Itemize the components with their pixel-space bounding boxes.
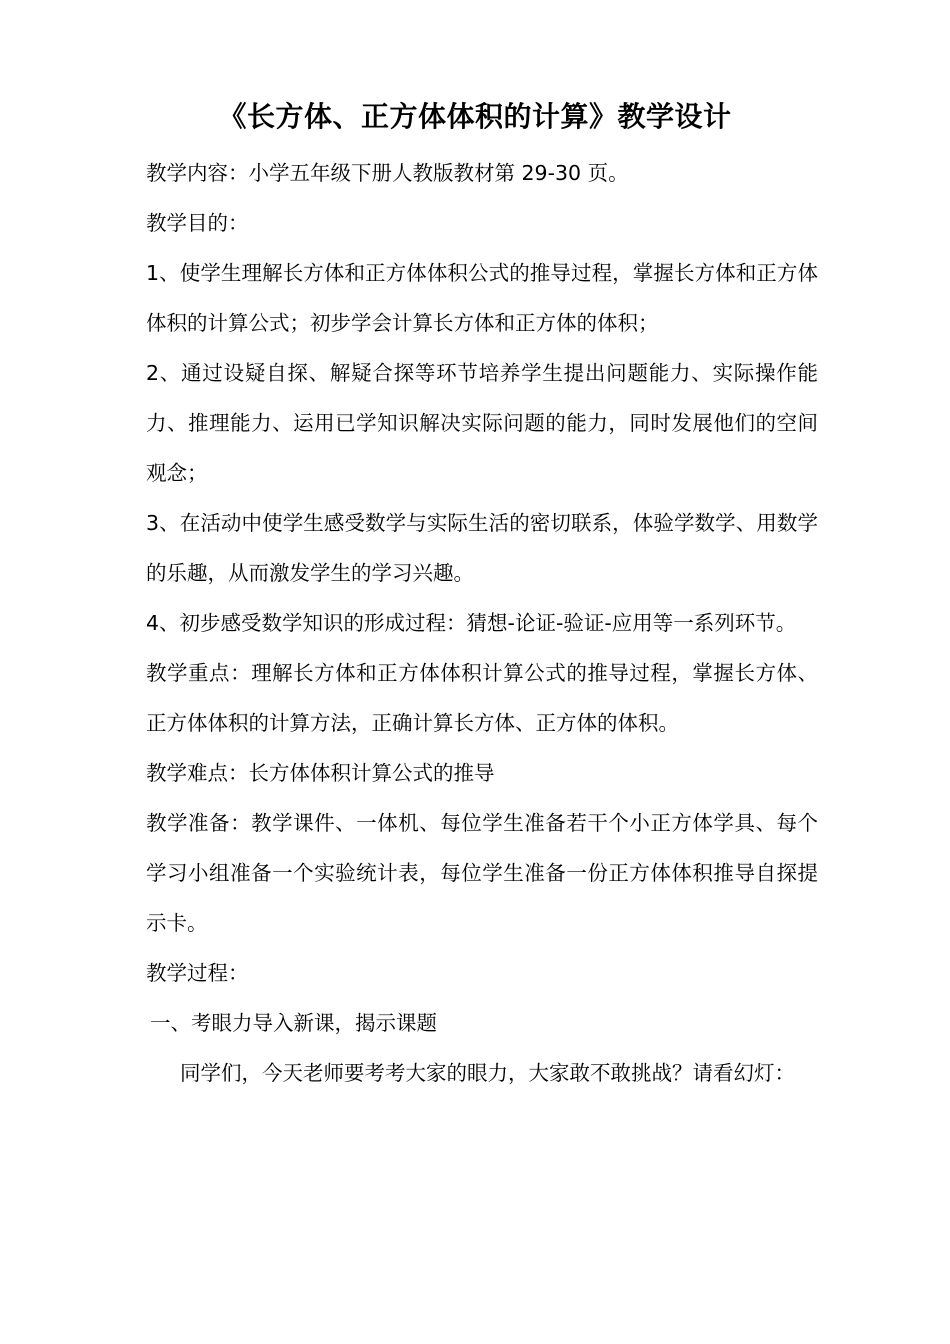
goal-item-3: 3、在活动中使学生感受数学与实际生活的密切联系，体验学数学、用数学的乐趣，从而激发学生的学习兴趣。	[146, 511, 818, 585]
teaching-preparation-paragraph: 教学准备：教学课件、一体机、每位学生准备若干个小正方体学具、每个学习小组准备一个实验统计表，每位学生准备一份正方体体积推导自探提示卡。	[146, 811, 818, 935]
goal-item-2: 2、通过设疑自探、解疑合探等环节培养学生提出问题能力、实际操作能力、推理能力、运用已学知识解决实际问题的能力，同时发展他们的空间观念；	[146, 361, 818, 485]
goal-item-4: 4、初步感受数学知识的形成过程：猜想-论证-验证-应用等一系列环节。	[146, 611, 797, 635]
teaching-process-heading: 教学过程：	[146, 961, 249, 985]
document-title: 《长方体、正方体体积的计算》教学设计	[218, 100, 732, 133]
section-heading-1: 一、考眼力导入新课，揭示课题	[150, 1011, 437, 1035]
goal-item-1: 1、使学生理解长方体和正方体体积公式的推导过程，掌握长方体和正方体体积的计算公式；初步学会计算长方体和正方体的体积；	[146, 261, 818, 335]
teaching-focus-paragraph: 教学重点：理解长方体和正方体体积计算公式的推导过程，掌握长方体、正方体体积的计算方法，正确计算长方体、正方体的体积。	[146, 661, 818, 735]
teaching-difficulty-paragraph: 教学难点：长方体体积计算公式的推导	[146, 761, 495, 785]
teaching-goals-heading: 教学目的：	[146, 211, 249, 235]
document-body	[146, 148, 818, 1098]
teaching-content-paragraph: 教学内容：小学五年级下册人教版教材第 29-30 页。	[146, 161, 629, 185]
body-paragraph-intro: 同学们，今天老师要考考大家的眼力，大家敢不敢挑战？请看幻灯：	[180, 1061, 795, 1085]
